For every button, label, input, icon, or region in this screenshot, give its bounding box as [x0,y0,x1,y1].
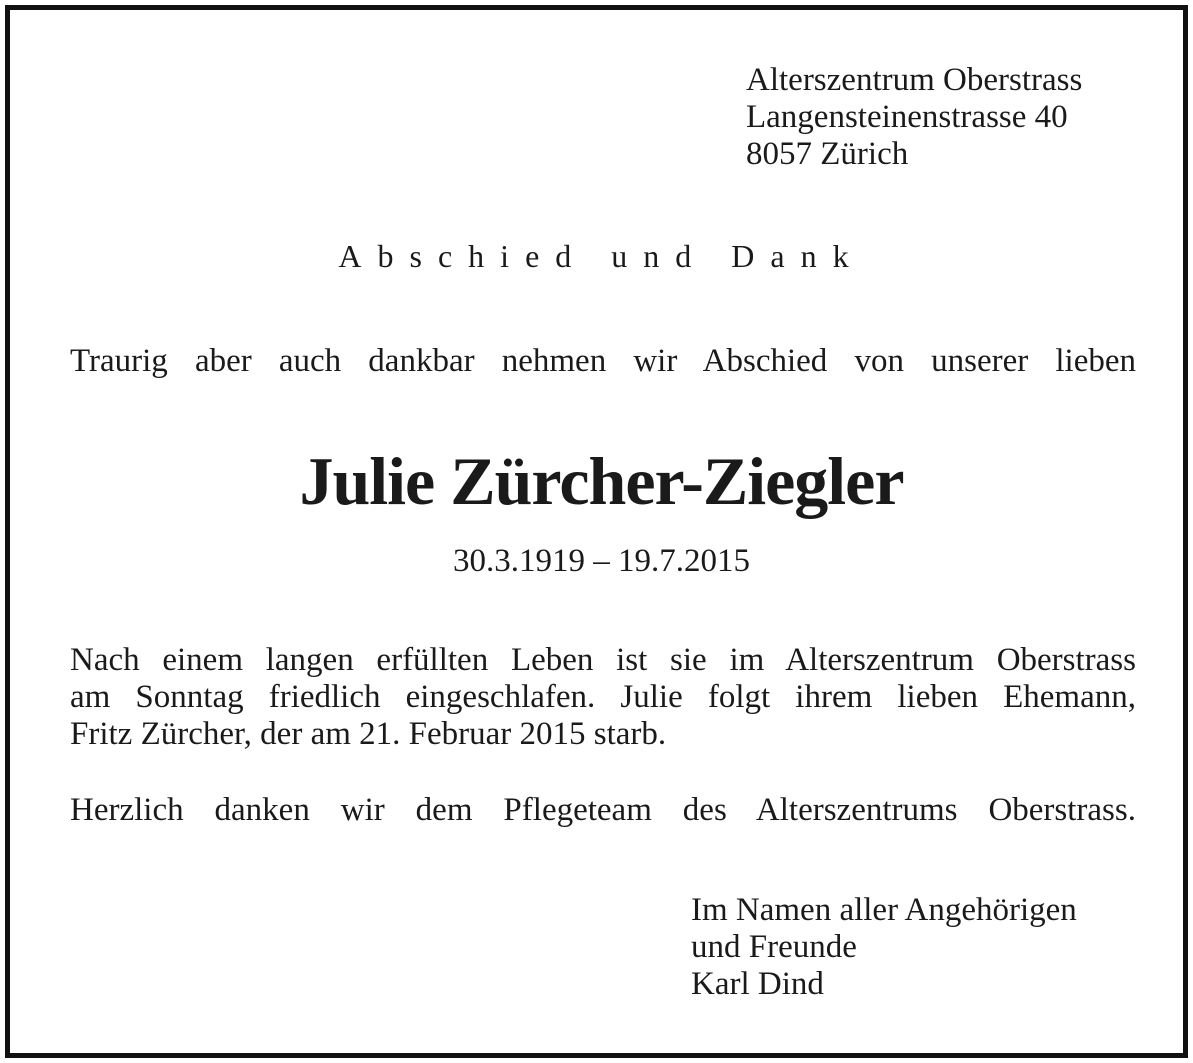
signature-name: Karl Dind [691,966,824,1002]
body-paragraph [70,642,1136,753]
address-line-city: 8057 Zürich [746,136,909,172]
deceased-name: Julie Zürcher-Ziegler [299,443,904,519]
address-block [746,62,1082,173]
address-line-institution: Alterszentrum Oberstrass [746,62,1083,98]
thanks-paragraph: Herzlich danken wir dem Pflegeteam des Alterszentrums Oberstrass. [70,792,1136,828]
announcement-frame [5,5,1188,1058]
signature-line-2: und Freunde [691,929,857,965]
address-line-street: Langensteinenstrasse 40 [746,99,1068,135]
life-dates: 30.3.1919 – 19.7.2015 [453,543,750,579]
signature-block [691,892,1077,1003]
intro-text: Traurig aber auch dankbar nehmen wir Abschied von unserer lieben [70,343,1136,379]
body-line-3: Fritz Zürcher, der am 21. Februar 2015 starb. [70,716,667,752]
heading: Abschied und Dank [338,238,865,274]
body-line-1: Nach einem langen erfüllten Leben ist sie im Alterszentrum Oberstrass [70,642,1136,678]
signature-line-1: Im Namen aller Angehörigen [691,892,1077,928]
body-line-2: am Sonntag friedlich eingeschlafen. Julie folgt ihrem lieben Ehemann, [70,679,1136,715]
